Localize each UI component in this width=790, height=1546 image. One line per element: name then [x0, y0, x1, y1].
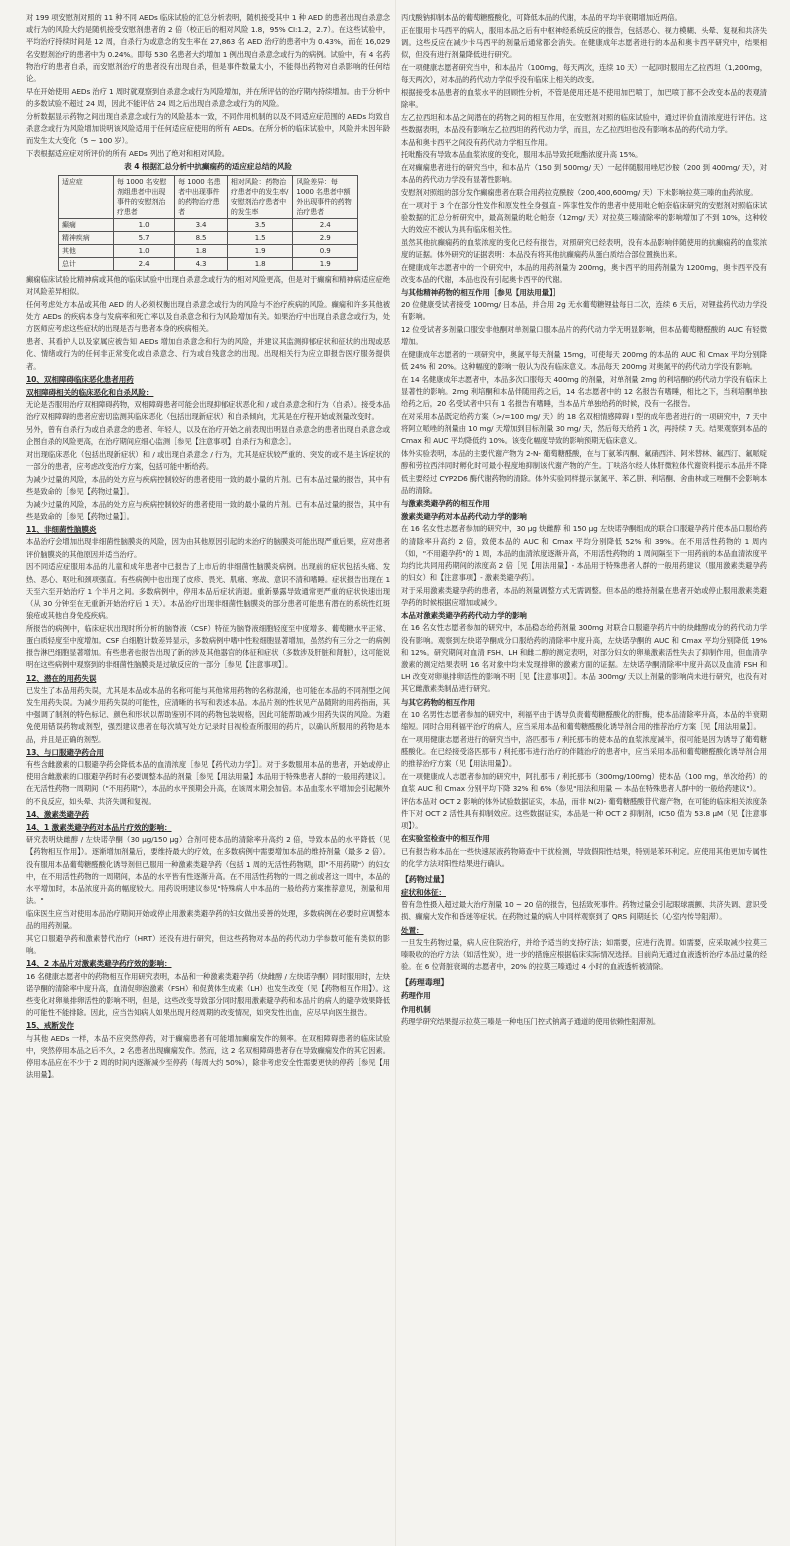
paragraph: 在 14 名健康成年志愿者中，本品多次口服每天 400mg 的剂量，对单剂量 2mg 的利培酮的药代动力学没有临床上显著性的影响。2mg 利培酮和本品伴随用药之后，14 名志愿者中的 12 名报告有嗜睡，相比之下，当利培酮单独给药之后，20 名受试者中只有 1 名报告有嗜睡，当本品片单独给药的时候，没有一名报告。	[401, 374, 767, 409]
paragraph: 另外，曾有自杀行为或自杀意念的患者、年轻人，以及在治疗开始之前表现出明显自杀意念的患者出现自杀意念或企图自杀的风险更高，在治疗期间应细心监测［参见【注意事项】自杀行为和意念］。	[26, 425, 390, 447]
paragraph: 对 199 项安慰剂对照的 11 种不同 AEDs 临床试验的汇总分析表明，随机接受其中 1 种 AED 的患者出现自杀意念或行为的风险大约是随机接受安慰剂患者的 2 倍（校正后的相对风险 1.8，95% CI:1.2，2.7）。在这些试验中，平均治疗持续时间是 12 周，自杀行为或意念的发生率在 27,863 名 AED 治疗的患者中为 0.43%，而在 16,029 名安慰剂治疗的患者中为 0.24%。即每 530 名患者大约增加 1 例出现自杀意念或行为的病例。试验中，有 4 名药物治疗的患者自杀，而安慰剂治疗的患者没有出现自杀，但是事件数量太小，不能得出药物对自杀影响的任何结论。	[26, 13, 390, 84]
section-heading: 作用机制	[401, 1004, 431, 1014]
paragraph: 已发生了本品用药失误，尤其是本品或本品的名称可能与其他常用药物的名称混淆，也可能在本品的不同剂型之间发生用药失误。为减少用药失误的可能性，应清晰的书写和表述本品。本品片剂的性状见产品随附的用药指南，其中强调了制剂的特色标记、颜色和形状以帮助鉴别不同的药物包装规格，因此可能帮助减少用药失误的风险。为避免使用错误药物或剂型，强烈建议患者在每次填写处方记录时目视检查所服用的药片，以确认所服用的药物是本品，并且是正确的剂型。	[26, 685, 390, 744]
subsection-heading: 14、1 激素类避孕药对本品片疗效的影响：	[26, 823, 172, 833]
paragraph: 本品治疗会增加出现非细菌性脑膜炎的风险，因为由其他原因引起的未治疗的脑膜炎可能出现严重后果，应对患者评价脑膜炎的其他原因并适当治疗。	[26, 537, 390, 559]
left-column	[26, 12, 390, 1546]
paragraph: 研究表明炔雌醇 / 左炔诺孕酮（30 μg/150 μg）合剂可使本品的清除率升高约 2 倍，导致本品的水平降低（见【药物相互作用】）。逐渐增加剂量后，要维持最大的疗效，在多数病例中需要增加本品的维持剂量（最多 2 倍）。没有服用本品葡萄糖醛酸化诱导剂但已服用一种激素类避孕药（包括 1 周的无活性药物期，即"不用药期"）的妇女中，在不用活性药物的一周期间，本品的水平皆有性逐渐升高。在不用活性药物的一周之前或者这一周中，本品的水平增加时，本品浓度升高的幅度较大。用药说明建议参见"特殊病人中本品的一般给药方案推荐意见，剂量和用法。"	[26, 835, 390, 906]
paragraph: 虽然其他抗癫痫药的血浆浓度的变化已经有报告，对照研究已经表明，没有本品影响伴随使用的抗癫痫药的血浆浓度的证据。体外研究的证据表明：本品没有将其他抗癫痫药从蛋白质结合部位置换出来。	[401, 237, 767, 259]
paragraph: 在一项对于 3 个在部分性发作和原发性全身强直 - 阵挛性发作的患者中使用吡仑帕奈临床研究的安慰剂对照临床试验数据的汇总分析研究中，最高剂量的吡仑帕奈（12mg/ 天）对拉莫三嗪清除率的影响增加了不到 10%，这种较大的效应不被认为具有临床相关性。	[401, 200, 767, 234]
paragraph: 药理学研究结果提示拉莫三嗪是一种电压门控式钠离子通道的使用依赖性阻滞剂。	[401, 1016, 661, 1026]
section-heading: 与激素类避孕药的相互作用	[401, 498, 490, 508]
table-cell: 2.4	[293, 219, 358, 232]
paragraph: 在对采用本品既定给药方案（>/=100 mg/ 天）的 18 名双相情感障碍 I 型的成年患者进行的一项研究中，7 天中将阿立哌唑的剂量由 10 mg/ 天增加到目标剂量 30 mg/ 天，然后每天给药 1 次，再持续 7 天。结果观察到本品的 Cmax 和 AUC 平均降低约 10%。该变化幅度导致的影响预期无临床意义。	[401, 412, 767, 446]
chapter-heading: 【药物过量】	[401, 875, 449, 885]
table-cell: 1.9	[293, 258, 358, 271]
section-heading: 药理作用	[401, 991, 431, 1001]
subsection-heading: 双相障碍相关的临床恶化和自杀风险：	[26, 387, 154, 397]
table-cell: 2.9	[293, 232, 358, 245]
subsection-heading: 14、2 本品片对激素类避孕药疗效的影响：	[26, 959, 172, 969]
subsection-heading: 本品对激素类避孕药药代动力学的影响	[401, 611, 527, 621]
table-cell: 精神疾病	[59, 232, 114, 245]
paragraph: 临床医生应当对使用本品治疗期间开始或停止用激素类避孕药的妇女做出妥善的处理，多数病例在必要时应调整本品的用药剂量。	[26, 909, 390, 931]
paragraph: 患者、其看护人以及家属应被告知 AEDs 增加自杀意念和行为的风险，并建议其监测抑郁症状和征状的出现或恶化、情绪或行为的任何非正常变化或自杀意念、行为或自残意念的出现。出现相关行为应立即报告医疗服务提供者。	[26, 337, 390, 371]
paragraph: 任何考虑处方本品或其他 AED 的人必须权衡出现自杀意念或行为的风险与不治疗疾病的风险。癫痫和许多其他被处方 AEDs 的疾病本身与发病率和死亡率以及自杀意念和行为风险增加有关。如果治疗中出现自杀意念或行为，处方医师应考虑这些症状的出现是否与患者本身的疾病相关。	[26, 300, 390, 334]
right-column	[401, 12, 767, 1546]
paragraph: 在一项用健康志愿者进行的研究当中，洛匹那韦 / 利托那韦的使本品的血浆浓度减半，很可能是因为诱导了葡萄糖醛酸化。在已经接受洛匹那韦 / 利托那韦进行治疗的伴随治疗的患者中，应当采用本品和葡萄糖醛酸化诱导剂合用的推荐治疗方案（见【用法用量】）。	[401, 734, 767, 769]
paragraph: 已有报告称本品在一些快速尿液药物筛查中干扰检测，导致假阳性结果，特别是苯环利定。应使用其他更加专属性的化学方法对阳性结果进行确认。	[401, 846, 767, 868]
paragraph: 在 16 名女性志愿者参加的研究中，30 μg 炔雌醇 和 150 μg 左炔诺孕酮组成的联合口服避孕药片使本品口服给药的清除率升高约 2 倍，致使本品的 AUC 和 Cmax 平均分别降低 52% 和 39%。在不用活性药物的 1 周内（如，"不用避孕药"的 1 周，本品的血清浓度逐渐升高，不用活性药物的 1 周间隔至下一用药前的本品血清浓度平均约比共同用药期间的浓度高 2 倍［见【用法用量】- 本品用于特殊患者人群的一般用药建议（服用激素类避孕药的妇女）和【注意事项】- 激素类避孕药］。	[401, 524, 767, 583]
paragraph: 为减少过量的风险，本品的处方应与疾病控制较好的患者使用一致的最小量的片剂。已有本品过量的报告，其中有些是致命的［参见【药物过量】］。	[26, 499, 390, 521]
paragraph: 12 位受试者多剂量口服安非他酮对单剂量口服本品片的药代动力学无明显影响，但本品葡萄糖醛酸的 AUC 有轻微增加。	[401, 325, 767, 347]
paragraph: 癫痫临床试验比精神病或其他的临床试验中出现自杀意念或行为的相对风险更高，但是对于癫痫和精神病适应症绝对风险差异相似。	[26, 275, 390, 297]
paragraph: 下表根据适应症对所评价的所有 AEDs 列出了绝对和相对风险。	[26, 148, 229, 158]
section-heading: 15、戒断发作	[26, 1021, 74, 1031]
section-heading: 14、激素类避孕药	[26, 809, 89, 819]
table-header-cell: 风险差异：每 1000 名患者中额外出现事件的药物治疗患者	[293, 176, 358, 219]
paragraph: 在 10 名男性志愿者参加的研究中，利福平由于诱导负责葡萄糖醛酸化的肝酶，使本品清除率升高，本品的半衰期缩短。同时合用利福平治疗的病人，应当采用本品和葡萄糖醛酸化诱导剂合用的推荐治疗方案［见【用法用量】］。	[401, 709, 767, 732]
section-heading: 11、非细菌性脑膜炎	[26, 525, 97, 535]
table-header-cell: 相对风险：药物治疗患者中的发生率/安慰剂治疗患者中的发生率	[227, 176, 293, 219]
table-row	[59, 219, 358, 232]
section-heading: 10、双相障碍临床恶化患者用药	[26, 374, 134, 384]
section-heading: 12、潜在的用药失误	[26, 673, 97, 683]
paragraph: 与其他 AEDs 一样，本品不应突然停药，对于癫痫患者有可能增加癫痫发作的频率。在双相障碍患者的临床试验中，突然停用本品之后不久，2 名患者出现癫痫发作。然而，这 2 名双相障碍患者存在导致癫痫发作的其它因素。停用本品应在不少于 2 周的时间内逐渐减少至停药（每周大约 50%），除非考虑安全性需要更快的停药［参见【用法用量】。	[26, 1033, 390, 1080]
paragraph: 在一项健康志愿者研究当中，和本品片（100mg，每天两次，连续 10 天）一起同时服用左乙拉西坦（1,200mg，每天两次），对本品的药代动力学似乎没有临床上相关的改变。	[401, 62, 767, 85]
paragraph: 无论是否服用治疗双相障碍药物，双相障碍患者可能会出现抑郁症状恶化和 / 或自杀意念和行为（自杀）。接受本品治疗双相障碍的患者应密切监测其临床恶化（包括出现新症状）和自杀倾向，尤其是在疗程开始或剂量改变时。	[26, 400, 390, 422]
table-cell: 总计	[59, 258, 114, 271]
section-heading: 症状和体征：	[401, 888, 446, 898]
table-cell: 0.9	[293, 245, 358, 258]
paragraph: 因不同适应症服用本品的儿童和成年患者中已报告了上市后的非细菌性脑膜炎病例。出现前的症状包括头痛、发热、恶心、呕吐和颈项强直。有些病例中也出现了皮疹、畏光、肌痛、寒战、意识不清和嗜睡。症状报告出现在 1 天至六至开始治疗 1 个半月之间。多数病例中，停用本品后症状消退。重新暴露导致通常更严重的症状快速出现（从 30 分钟至在无重新开始治疗后 1 天）。本品治疗出现非细菌性脑膜炎的部分患者可能患有潜在的系统性红斑狼疮或其他自身免疫疾病。	[26, 562, 390, 621]
paragraph: 丙戊酸钠抑制本品的葡萄糖醛酸化，可降低本品的代谢，本品的平均半衰期增加近两倍。	[401, 13, 682, 22]
paragraph: 曾有急性摄入超过最大治疗剂量 10 ~ 20 倍的报告，包括致死事件。药物过量会引起眼球震颤、共济失调、意识受损、癫痫大发作和昏迷等症状。在药物过量的病人中同样观察到了 QRS 间期延长（心室内传导阻滞）。	[401, 900, 767, 922]
table-header-cell: 每 1000 名安慰剂组患者中出现事件的安慰剂治疗患者	[114, 176, 175, 219]
subsection-heading: 激素类避孕药对本品药代动力学的影响	[401, 512, 527, 522]
table-cell: 1.0	[114, 219, 175, 232]
paragraph: 正在服用卡马西平的病人，服用本品之后有中枢神经系统反应的报告，包括恶心、视力模糊、头晕、复视和共济失调。这些反应在减少卡马西平的剂量后通常都会消失。在健康成年志愿者进行的本品和奥卡西平研究中，结果相似，但没有进行剂量降低进行研究。	[401, 25, 767, 60]
section-heading: 在实验室检查中的相互作用	[401, 834, 490, 844]
table-cell: 其他	[59, 245, 114, 258]
paragraph: 其它口服避孕药和激素替代治疗（HRT）还没有进行研究，但这些药物对本品的药代动力学参数可能有类似的影响。	[26, 933, 390, 956]
paragraph: 早在开始使用 AEDs 治疗 1 周时就观察到自杀意念或行为风险增加，并在所评估的治疗期内持续增加。由于分析中的多数试验不超过 24 周，因此不能评估 24 周之后出现自杀意念或行为的风险。	[26, 86, 390, 108]
table-cell: 1.8	[175, 245, 228, 258]
paragraph: 本品和奥卡西平之间没有药代动力学相互作用。	[401, 137, 553, 147]
table-row	[59, 232, 358, 245]
paragraph: 20 位健康受试者接受 100mg/ 日本品，并合用 2g 无水葡萄糖锂盐每日二次，连续 6 天后，对锂盐药代动力学没有影响。	[401, 300, 767, 322]
table-cell: 2.4	[114, 258, 175, 271]
paragraph: 在健康成年志愿者的一项研究中，奥氮平每天剂量 15mg，可使每天 200mg 的本品的 AUC 和 Cmax 平均分别降低 24% 和 20%。这种幅度的影响一般认为没有临床意义。本品每天 200mg 对奥氮平的药代动力学没有影响。	[401, 349, 767, 372]
table-cell: 4.3	[175, 258, 228, 271]
paragraph: 评估本品对 OCT 2 影响的体外试验数据证实，本品，而非 N(2)- 葡萄糖醛酸苷代谢产物，在可能的临床相关浓度条件下对 OCT 2 活性具有抑制效应。这些数据证实，本品是一种 OCT 2 抑制剂，IC50 值为 53.8 μM（见【注意事项】）。	[401, 796, 767, 831]
paragraph: 安慰剂对照组的部分发作癫痫患者在联合用药拉克酰胺（200,400,600mg/ 天）下未影响拉莫三嗪的血药浓度。	[401, 187, 758, 197]
risk-table	[58, 175, 358, 271]
table-cell: 5.7	[114, 232, 175, 245]
paragraph: 托吡酯没有导致本品血浆浓度的变化，服用本品导致托吡酯浓度升高 15%。	[401, 150, 643, 160]
table-cell: 1.0	[114, 245, 175, 258]
paragraph: 在一项健康成人志愿者参加的研究中，阿扎那韦 / 利托那韦（300mg/100mg）使本品（100 mg，单次给药）的血浆 AUC 和 Cmax 分别平均下降 32% 和 6%（参见"用法和用量 — 本品在特殊患者人群中的一般给药建议"）。	[401, 771, 767, 794]
section-heading: 与其他精神药物的相互作用［参见【用法用量】］	[401, 287, 561, 297]
table-header-cell: 每 1000 名患者中出现事件的药物治疗患者	[175, 176, 228, 219]
table-row	[59, 245, 358, 258]
section-heading: 13、与口服避孕药合用	[26, 747, 104, 757]
paragraph: 分析数据显示药物之间出现自杀意念或行为的风险基本一致，不同作用机制的以及不同适应症范围的 AEDs 均致自杀意念或行为风险增加说明该风险适用于任何适应症使用的所有 AEDs。在所分析的临床试验中，风险并未因年龄而发生太大变化（5 ~ 100 岁）。	[26, 111, 390, 146]
paragraph: 所报告的病例中，临床症状出现时所分析的脑脊液（CSF）特征为脑脊液细胞轻度至中度增多、葡萄糖水平正常、蛋白质轻度至中度增加。CSF 白细胞计数差异显示，多数病例中嗜中性粒细胞显著增加，虽然约有三分之一的病例报告淋巴细胞显著增加。有些患者也报告出现了新的涉及其他器官的体征和症状（多数涉及肝脏和肾脏），这可能说明在这些病例中观察到的非细菌性脑膜炎是过敏反应的一部分［参见【注意事项】］。	[26, 623, 390, 670]
paragraph: 对于采用激素类避孕药的患者，本品的剂量调整方式无需调整。但本品的维持剂量在患者开始或停止服用激素类避孕药的时候根据应增加或减少。	[401, 585, 767, 608]
paragraph: 体外实验表明，本品的主要代谢产物为 2-N- 葡萄糖醛酸，在与丁氨苯丙酮、氟硝西泮、阿米替林、氟西汀、氟哌啶醇和劳拉西泮同时孵化时可最小程度地抑制该代谢产物的产生。丁呋洛尔经人体肝微粒体代谢资料提示本品并不降低主要经过 CYP2D6 酶代谢药物的清除。体外实验同样提示氯氮平、苯乙肼、利培酮、舍曲林或三唑酮不会影响本品的清除。	[401, 449, 767, 495]
paragraph: 对出现临床恶化（包括出现新症状）和 / 或出现自杀意念 / 行为，尤其是症状较严重的、突发的或不是主诉症状的一部分的患者，应考虑改变治疗方案，包括可能中断给药。	[26, 449, 390, 472]
paragraph: 为减少过量的风险，本品的处方应与疾病控制较好的患者使用一致的最小量的片剂。已有本品过量的报告，其中有些是致命的［参见【药物过量】］。	[26, 474, 390, 497]
section-heading: 处置：	[401, 925, 424, 935]
table-header-row	[59, 176, 358, 219]
paragraph: 一旦发生药物过量，病人应住院治疗，并给予适当的支持疗法；如需要，应进行洗胃。如需要，应采取减少拉莫三嗪吸收的治疗方法（如活性炭），进一步的措施应根据临床实际情况选择。目前尚无通过血液透析治疗本品过量的经验。在 6 位肾脏衰竭的志愿者中，20% 的拉莫三嗪通过 4 小时的血液透析被清除。	[401, 937, 767, 972]
paragraph: 在 16 名女性志愿者参加的研究中，本品稳态给药剂量 300mg 对联合口服避孕药片中的炔雌醇成分的药代动力学没有影响。观察到左炔诺孕酮成分口服给药的清除率中度升高，左炔诺孕酮的 AUC 和 Cmax 平均分别降低 19% 和 12%。研究期间对血清 FSH、LH 和雌二醇的测定表明，对部分妇女的卵巢激素活性失去了抑制作用，但血清孕激素的测定结果表明 16 名对象中均未发现排卵的激素方面的证据。左炔诺孕酮清除率中度升高以及血清 FSH 和 LH 改变对卵巢排卵活性的影响不明［见【注意事项】］。本品 300mg/ 天以上剂量的影响尚未进行研究，也没有对其它雌激素类制品进行研究。	[401, 623, 767, 694]
paragraph: 在对癫痫患者进行的研究当中，和本品片（150 到 500mg/ 天）一起伴随服用唑尼沙胺（200 到 400mg/ 天），对本品的药代动力学没有显著性影响。	[401, 162, 767, 185]
table-cell: 1.8	[227, 258, 293, 271]
paragraph: 左乙拉西坦和本品之间潜在的药物之间的相互作用，在安慰剂对照的临床试验中，通过评价血清浓度进行评估。这些数据表明，本品没有影响左乙拉西坦的药代动力学，而且，左乙拉西坦也没有影响本品的药代动力学。	[401, 112, 767, 134]
table-cell: 1.9	[227, 245, 293, 258]
table-cell: 8.5	[175, 232, 228, 245]
paragraph: 16 名健康志愿者中的药物相互作用研究表明，本品和一种激素类避孕药（炔雌醇 / 左炔诺孕酮）同时服用时，左炔诺孕酮的清除率中度升高，血清促卵泡激素（FSH）和促黄体生成素（LH）也发生改变（见【药物相互作用】）。这些变化对卵巢排卵活性的影响不明，但是，这些改变导致部分同时服用激素避孕药和本品片的病人的避孕效果降低的可能性不能排除。因此，应当告知病人如果出现月经周期的改变情况，如突发性出血，应尽早向医生报告。	[26, 971, 390, 1018]
section-heading: 与其它药物的相互作用	[401, 697, 475, 707]
table-row	[59, 258, 358, 271]
paragraph: 根据接受本品患者的血浆水平的回顾性分析，不管是使用还是不使用加巴喷丁，加巴喷丁都不会改变本品的表观清除率。	[401, 87, 767, 109]
paragraph: 在健康成年志愿者中的一个研究中，本品的用药剂量为 200mg，奥卡西平的用药剂量为 1200mg，奥卡西平没有改变本品的代谢，本品也没有引起奥卡西平的代谢。	[401, 262, 767, 284]
paragraph: 有些含雌激素的口服避孕药会降低本品的血清浓度［参见【药代动力学】］。对于多数服用本品的患者，开始或停止使用含雌激素的口服避孕药时有必要调整本品的剂量［参见【用法用量】本品用于特殊患者人群的一般用药建议］。在无活性药物一周期间（"不用药期"），本品的水平预期会升高，在该周末期会加倍。本品血浆水平增加会引起额外的不良反应，如头晕、共济失调和复视。	[26, 760, 390, 806]
table-header-cell: 适应症	[59, 176, 114, 219]
column-divider	[395, 0, 396, 1546]
chapter-heading: 【药理毒理】	[401, 978, 449, 988]
table-cell: 3.4	[175, 219, 228, 232]
table-cell: 1.5	[227, 232, 293, 245]
table-cell: 3.5	[227, 219, 293, 232]
table-title: 表 4 根据汇总分析中抗癫痫药的适应症总结的风险	[124, 161, 292, 171]
table-cell: 癫痫	[59, 219, 114, 232]
